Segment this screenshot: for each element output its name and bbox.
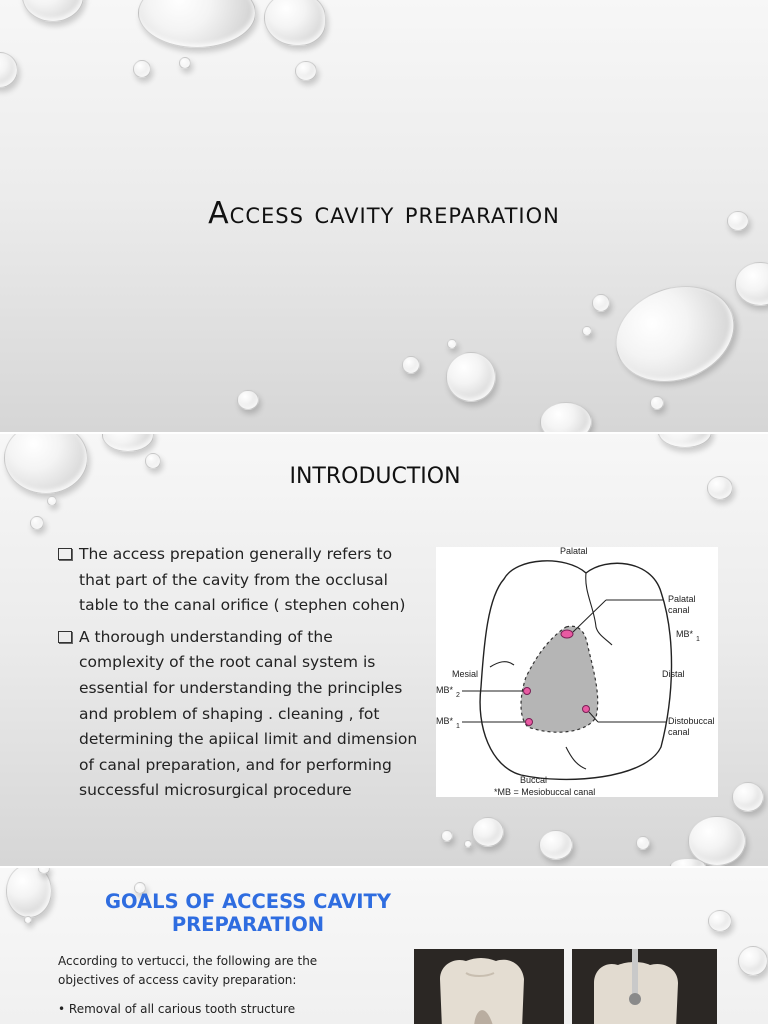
list-item bbox=[58, 625, 418, 804]
introduction-slide bbox=[0, 434, 768, 866]
water-drop bbox=[47, 496, 57, 506]
water-drop bbox=[237, 390, 259, 410]
mb2-canal-orifice bbox=[524, 688, 531, 695]
checkbox-bullet-icon bbox=[58, 631, 72, 643]
slide-title: Access cavity preparation bbox=[208, 196, 560, 231]
mb2-subscript: 2 bbox=[456, 692, 460, 699]
tooth-photo-svg bbox=[572, 949, 717, 1024]
mb1-label: MB* bbox=[676, 629, 694, 639]
distobuccal-label: Distobuccal bbox=[668, 716, 715, 726]
water-drop bbox=[708, 910, 732, 932]
tooth-canal-diagram bbox=[436, 547, 718, 797]
water-drop bbox=[446, 352, 496, 402]
footnote: *MB = Mesiobuccal canal bbox=[494, 787, 596, 797]
slide-title: INTRODUCTION bbox=[289, 464, 461, 489]
water-drop bbox=[102, 434, 154, 452]
tooth-photo bbox=[572, 949, 717, 1024]
water-drop bbox=[179, 57, 191, 69]
water-drop bbox=[38, 868, 50, 874]
water-drop bbox=[24, 916, 32, 924]
palatal-canal-label: Palatal bbox=[668, 594, 696, 604]
water-drop bbox=[264, 0, 326, 46]
checkbox-bullet-icon bbox=[58, 548, 72, 560]
intro-paragraph: According to vertucci, the following are the objectives of access cavity preparation: bbox=[58, 954, 318, 987]
palatal-label: Palatal bbox=[560, 547, 588, 556]
water-drop bbox=[738, 946, 768, 976]
water-drop bbox=[540, 402, 592, 432]
water-drop bbox=[650, 396, 664, 410]
goals-slide bbox=[0, 868, 768, 1024]
palatal-canal-label: canal bbox=[668, 605, 690, 615]
water-drop bbox=[295, 61, 317, 81]
tooth-diagram-svg bbox=[436, 547, 718, 797]
mb1-subscript: 1 bbox=[456, 723, 460, 730]
water-drop bbox=[732, 782, 764, 812]
title-slide bbox=[0, 0, 768, 432]
mb1-canal-orifice bbox=[526, 719, 533, 726]
water-drop bbox=[447, 339, 457, 349]
water-drop bbox=[441, 830, 453, 842]
distobuccal-canal-orifice bbox=[583, 706, 590, 713]
palatal-canal-orifice bbox=[561, 630, 573, 638]
water-drop bbox=[464, 840, 472, 848]
mesial-label: Mesial bbox=[452, 669, 479, 679]
tooth-photo bbox=[414, 949, 564, 1024]
distal-label: Distal bbox=[662, 669, 685, 679]
list-item bbox=[58, 542, 418, 619]
water-drop bbox=[133, 60, 151, 78]
water-drop bbox=[472, 817, 504, 847]
water-drop bbox=[6, 868, 52, 918]
water-drop bbox=[592, 294, 610, 312]
bullet-text: The access prepation generally refers to that part of the cavity from the occlusal table to the canal orifice ( stephen cohen) bbox=[79, 545, 406, 615]
bullet-text: A thorough understanding of the complexity of the root canal system is essential for understanding the principles and problem of shaping . cleaning , fot determining the apiical limit and dimension of canal preparation, and for performing successful microsurgical procedure bbox=[79, 627, 418, 800]
water-drop bbox=[582, 326, 592, 336]
water-drop bbox=[402, 356, 420, 374]
mb1-subscript: 1 bbox=[696, 636, 700, 643]
water-drop bbox=[0, 52, 18, 88]
water-drop bbox=[735, 262, 768, 306]
distobuccal-label: canal bbox=[668, 727, 690, 737]
mb2-label: MB* bbox=[436, 685, 454, 695]
mb1-label: MB* bbox=[436, 716, 454, 726]
bullet-list bbox=[58, 542, 418, 810]
buccal-label: Buccal bbox=[520, 775, 548, 785]
water-drop bbox=[30, 516, 44, 530]
water-drop bbox=[602, 270, 748, 398]
list-item: • Removal of all carious tooth structure bbox=[58, 1002, 296, 1016]
tooth-photo-svg bbox=[414, 949, 564, 1024]
water-drop bbox=[636, 836, 650, 850]
water-drop bbox=[22, 0, 84, 22]
water-drop bbox=[138, 0, 256, 48]
water-drop bbox=[539, 830, 573, 860]
slide-title: GOALS OF ACCESS CAVITY PREPARATION bbox=[105, 890, 391, 936]
water-drop bbox=[658, 434, 712, 448]
